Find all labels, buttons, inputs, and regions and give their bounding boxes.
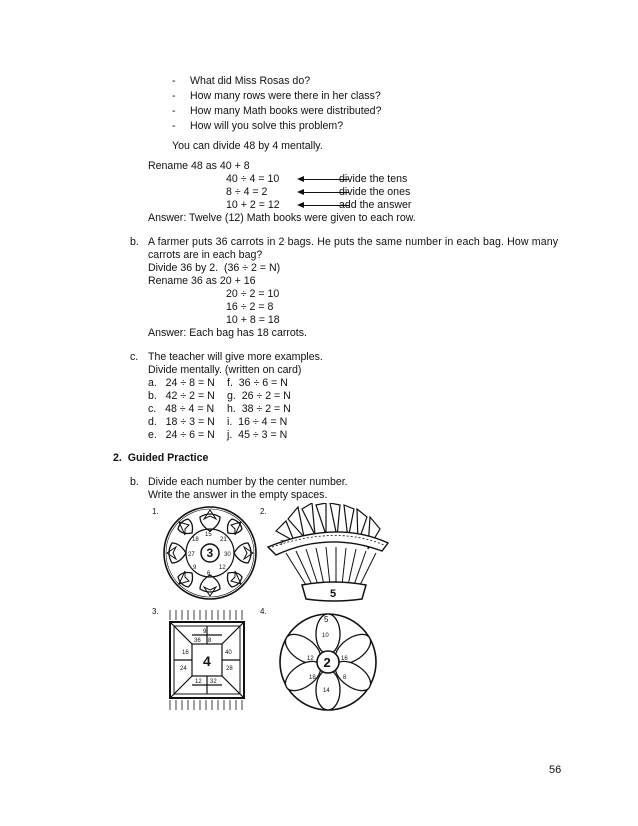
step-equation: 10 + 8 = 18 [226,314,280,326]
question-bullet: - [172,90,176,102]
figure-3-square-diagram [148,604,258,716]
figure-2-fan-diagram [256,503,416,603]
problem-line: Divide 36 by 2. (36 ÷ 2 = N) [148,262,281,274]
figure-4-flower-diagram [256,604,386,716]
question-bullet: - [172,120,176,132]
figure-number: 28 [226,666,233,672]
figure-number: 12 [195,679,202,685]
answer-line: Answer: Each bag has 18 carrots. [148,327,307,339]
exercise-item: d. 18 ÷ 3 = N [148,416,215,428]
section-heading: 2. Guided Practice [113,452,209,464]
question-4: How will you solve this problem? [190,120,344,132]
problem-line: carrots are in each bag? [148,249,263,261]
step-note: divide the ones [339,186,411,198]
figure-number: 15 [205,532,212,538]
figure-number: 16 [341,656,348,662]
instruction-line: Divide each number by the center number. [148,476,348,488]
figure-number: 5 [324,615,329,624]
figure-number: 30 [224,552,231,558]
figure-number: 36 [194,638,201,644]
exercise-item: b. 42 ÷ 2 = N [148,390,215,402]
exercise-item: h. 38 ÷ 2 = N [227,403,291,415]
center-number: 4 [203,653,211,669]
question-bullet: - [172,75,176,87]
step-note: divide the tens [339,173,408,185]
answer-line: Answer: Twelve (12) Math books were given to each row. [148,212,416,224]
figure-number: 21 [220,537,227,543]
figure-number: 18 [309,675,316,681]
item-marker: c. [130,351,139,363]
step-equation: 16 ÷ 2 = 8 [226,301,274,313]
question-bullet: - [172,105,176,117]
exercise-item: a. 24 ÷ 8 = N [148,377,215,389]
question-3: How many Math books were distributed? [190,105,382,117]
exercise-item: g. 26 ÷ 2 = N [227,390,291,402]
figure-number: 8 [343,675,347,681]
instruction-line: Write the answer in the empty spaces. [148,489,328,501]
question-1: What did Miss Rosas do? [190,75,311,87]
problem-line: A farmer puts 36 carrots in 2 bags. He puts the same number in each bag. How many [148,236,559,248]
page-number: 56 [549,764,562,776]
figure-label: 4. [260,607,267,616]
step-equation: 10 + 2 = 12 [226,199,280,211]
instruction-line: Divide mentally. (written on card) [148,364,302,376]
figure-number: 12 [219,565,226,571]
step-equation: 20 ÷ 2 = 10 [226,288,280,300]
item-marker: b. [130,476,139,488]
figure-number: 27 [188,552,195,558]
figure-number: 6 [207,571,211,577]
exercise-item: e. 24 ÷ 6 = N [148,429,215,441]
figure-number: 40 [225,650,232,656]
mental-note: You can divide 48 by 4 mentally. [172,140,323,152]
figure-number: 7 [280,540,284,547]
instruction-line: The teacher will give more examples. [148,351,323,363]
rename-line: Rename 36 as 20 + 16 [148,275,256,287]
figure-number: 9 [203,629,207,635]
center-number: 2 [323,655,331,670]
step-equation: 40 ÷ 4 = 10 [226,173,280,185]
item-marker: b. [130,236,139,248]
figure-number: 8 [208,638,212,644]
figure-1-circle-diagram [148,503,268,603]
exercise-item: c. 48 ÷ 4 = N [148,403,215,415]
center-number: 3 [206,546,214,560]
figure-number: 14 [323,688,330,694]
rename-line: Rename 48 as 40 + 8 [148,160,250,172]
figure-label: 1. [152,507,159,516]
figure-number: 10 [322,633,329,639]
exercise-item: i. 16 ÷ 4 = N [227,416,288,428]
figure-number: 9 [193,565,197,571]
figure-number: 32 [210,679,217,685]
exercise-item: f. 36 ÷ 6 = N [227,377,288,389]
step-note: add the answer [339,199,412,211]
step-equation: 8 ÷ 4 = 2 [226,186,268,198]
figure-label: 2. [260,507,267,516]
figure-label: 3. [152,607,159,616]
exercise-item: j. 45 ÷ 3 = N [227,429,288,441]
figure-number: 16 [182,650,189,656]
figure-number: 12 [307,656,314,662]
figure-number: 18 [192,537,199,543]
center-number: 5 [330,588,337,600]
question-2: How many rows were there in her class? [190,90,381,102]
figure-number: 24 [180,666,187,672]
